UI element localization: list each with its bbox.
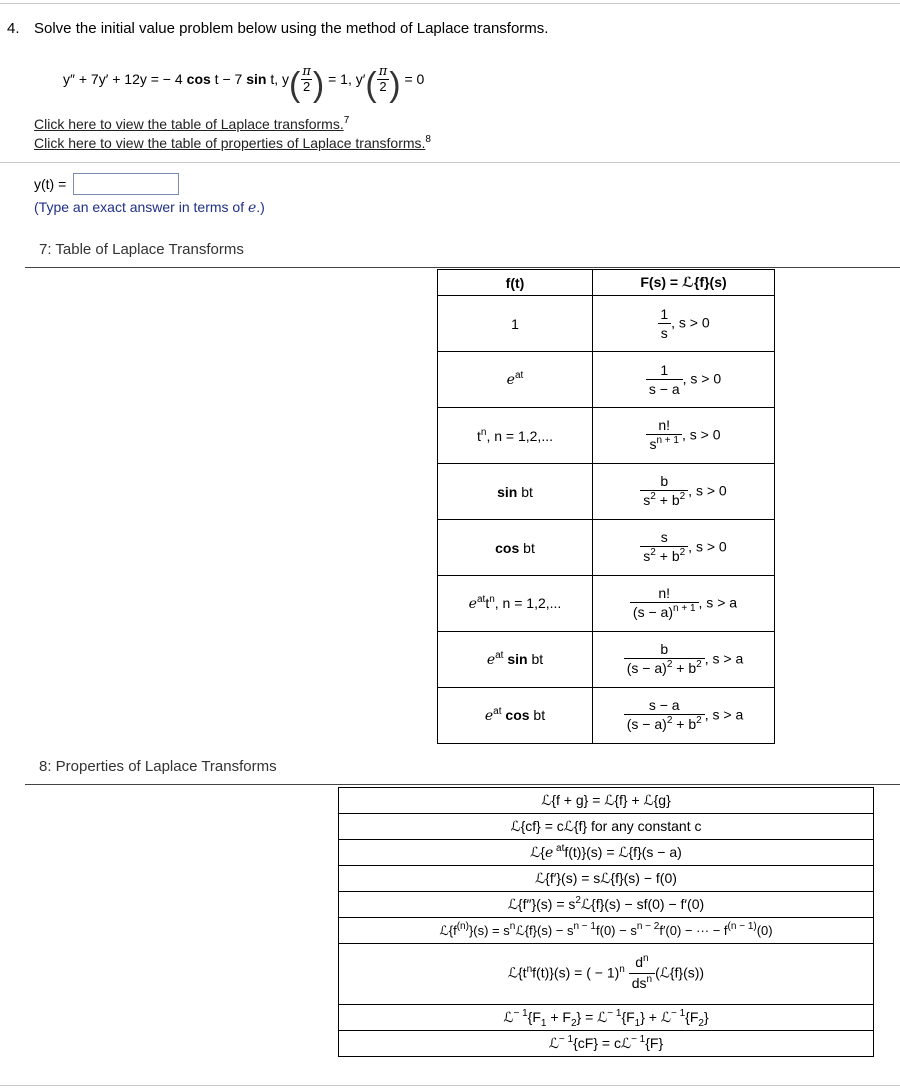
table-row: ℒ{f′}(s) = sℒ{f}(s) − f(0) xyxy=(339,866,874,892)
table-row: $ℒ\{t^nf(t)\}(s)$ = ( − 1)$^n$ $\frac{d^n}{ds^n}$ (ℒ{f}(s)) xyxy=(339,944,874,1005)
answer-hint: (Type an exact answer in terms of e.) xyxy=(34,199,265,216)
table-row: ℒ{e $^{at}$f(t)}(s) = ℒ{f}(s − a) xyxy=(339,840,874,866)
laplace-table-link[interactable]: Click here to view the table of Laplace transforms. xyxy=(34,116,344,132)
answer-label: y(t) = xyxy=(34,176,67,192)
differential-equation: y″ + 7y′ + 12y = − 4 cos t − 7 sin t, y ( π 2 ) = 1, y′ ( π 2 ) = 0 xyxy=(63,63,425,104)
equation-cond2: = 0 xyxy=(400,71,425,87)
table-row: $e^{at}$ sin bt $\frac{b}{(s - a)^2 + b^2}$ , s > a xyxy=(438,632,775,688)
answer-input[interactable] xyxy=(73,173,179,195)
table7-title: 7: Table of Laplace Transforms xyxy=(39,241,244,258)
laplace-properties-link[interactable]: Click here to view the table of properties of Laplace transforms. xyxy=(34,135,426,151)
problem-instruction: Solve the initial value problem below using the method of Laplace transforms. xyxy=(34,20,549,37)
table-row: $e^{at}$ cos bt $\frac{s - a}{(s - a)^2 + b^2}$ , s > a xyxy=(438,688,775,744)
table-row: ℒ$^{- 1}${cF} = cℒ$^{- 1}${F} xyxy=(339,1031,874,1057)
table-row: ℒ{f″}(s) = $s^2ℒ\{f\}(s) - sf(0) - f'(0)$ xyxy=(339,892,874,918)
laplace-table-link-row xyxy=(34,116,349,132)
equation-mid: t − 7 xyxy=(210,71,247,87)
table8-divider xyxy=(25,784,900,785)
problem-number: 4. xyxy=(7,20,20,37)
header-F: F(s) = ℒ{f}(s) xyxy=(593,270,775,296)
table-row: $e^{at}t^n$, n = 1,2,... $\frac{n!}{(s - a)^{n + 1}}$ , s > a xyxy=(438,576,775,632)
equation-sin: sin xyxy=(246,71,267,87)
equation-cos: cos xyxy=(186,71,211,87)
header-f: f(t) xyxy=(438,270,593,296)
laplace-properties-link-row xyxy=(34,135,431,151)
equation-cond1: = 1, y′ xyxy=(324,71,366,87)
table-row: cos bt $\frac{s}{s^2 + b^2}$ , s > 0 xyxy=(438,520,775,576)
table-row: $t^n$, n = 1,2,... $\frac{n!}{s^{n + 1}}$ , s > 0 xyxy=(438,408,775,464)
top-divider xyxy=(0,3,900,4)
pi-over-two-2: π 2 xyxy=(378,63,388,94)
link-ref-7: 7 xyxy=(343,115,350,126)
bottom-divider xyxy=(0,1085,900,1086)
table-row: 1 $\frac{1}{s}$ , s > 0 xyxy=(438,296,775,352)
table-row: $e^{at}$ $\frac{1}{s - a}$ , s > 0 xyxy=(438,352,775,408)
link-ref-8: 8 xyxy=(425,134,431,145)
table8-title: 8: Properties of Laplace Transforms xyxy=(39,758,277,775)
laplace-properties-table xyxy=(338,787,874,1057)
pi-over-two-1: π 2 xyxy=(302,63,311,94)
laplace-transforms-table xyxy=(437,269,775,744)
table-row: sin bt $\frac{b}{s^2 + b^2}$ , s > 0 xyxy=(438,464,775,520)
table-row: $ℒ^{- 1}\{F_1 + F_2\}$ = $ℒ^{- 1}\{F_1\}$ + $ℒ^{- 1}\{F_2\}$ xyxy=(339,1005,874,1031)
section-divider xyxy=(0,162,900,163)
table-header-row xyxy=(438,270,775,296)
equation-tail: t, y xyxy=(266,71,289,87)
table-row: $ℒ\{f^{(n)}\}(s)$ = $s^nℒ\{f\}(s) - s^{n - 1}f(0) - s^{n - 2}f'(0)$ − ··· − $f^{(n - 1)}(0)$ xyxy=(339,918,874,944)
table7-divider xyxy=(25,267,900,268)
table-row: ℒ{cf} = cℒ{f} for any constant c xyxy=(339,814,874,840)
table-row: ℒ{f + g} = ℒ{f} + ℒ{g} xyxy=(339,788,874,814)
equation-lhs: y″ + 7y′ + 12y = − 4 xyxy=(63,71,183,87)
